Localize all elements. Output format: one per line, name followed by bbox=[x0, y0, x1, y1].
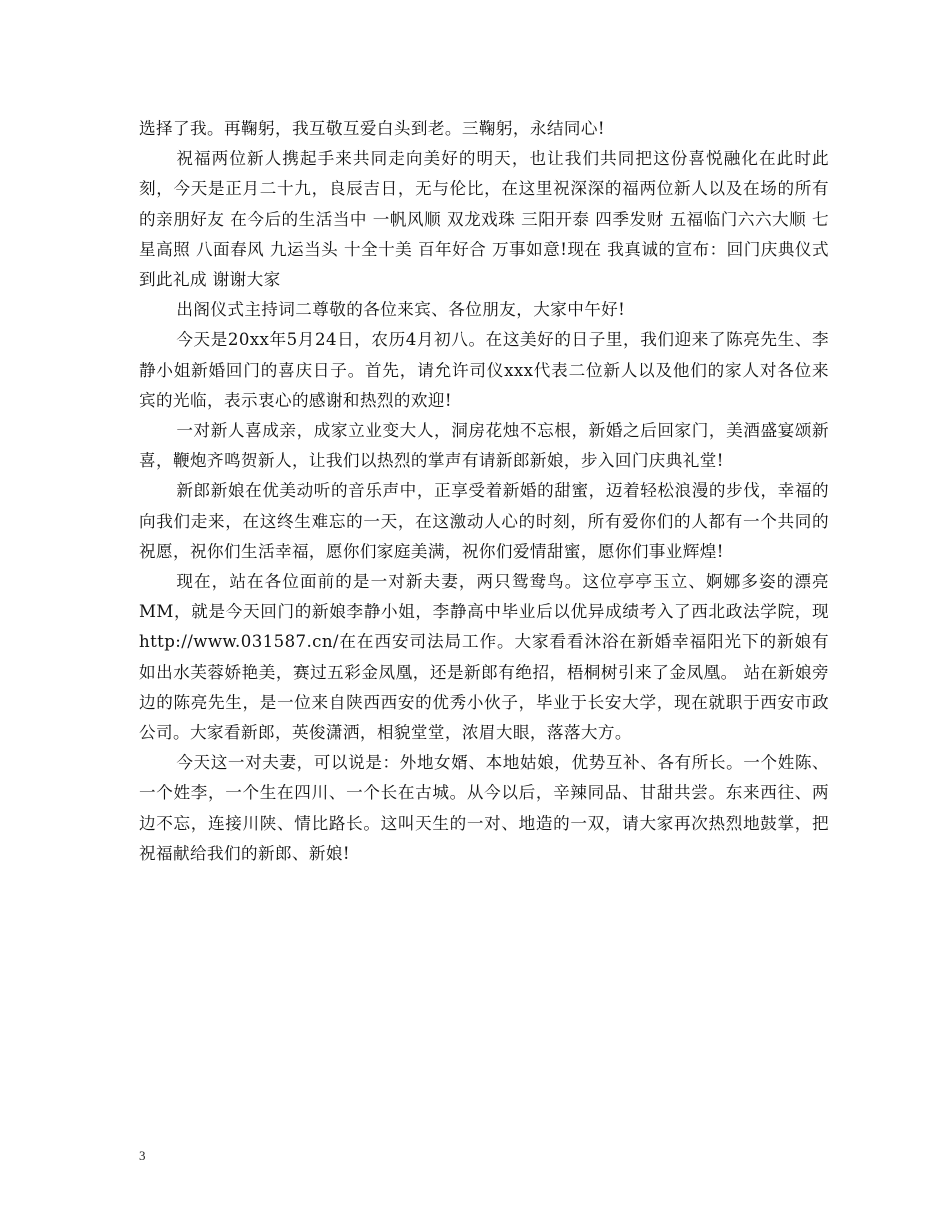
paragraph: 新郎新娘在优美动听的音乐声中，正享受着新婚的甜蜜，迈着轻松浪漫的步伐，幸福的向我们走来，在这终生难忘的一天，在这激动人心的时刻，所有爱你们的人都有一个共同的祝愿，祝你们生活幸福，愿你们家庭美满，祝你们爱情甜蜜，愿你们事业辉煌! bbox=[139, 481, 829, 561]
page-number: 3 bbox=[139, 1148, 146, 1163]
paragraph: 选择了我。再鞠躬，我互敬互爱白头到老。三鞠躬，永结同心! bbox=[139, 119, 605, 138]
paragraph: 现在，站在各位面前的是一对新夫妻，两只鸳鸯鸟。这位亭亭玉立、婀娜多姿的漂亮MM，就是今天回门的新娘李静小姐，李静高中毕业后以优异成绩考入了西北政法学院，现http://www.031587.cn/在在西安司法局工作。大家看看沐浴在新婚幸福阳光下的新娘有如出水芙蓉娇艳美，赛过五彩金凤凰，还是新郎有绝招，梧桐树引来了金凤凰。 站在新娘旁边的陈亮先生，是一位来自陕西西安的优秀小伙子，毕业于长安大学，现在就职于西安市政公司。大家看新郎，英俊潇洒，相貌堂堂，浓眉大眼，落落大方。 bbox=[139, 572, 829, 743]
document-body bbox=[139, 114, 829, 869]
paragraph: 出阁仪式主持词二尊敬的各位来宾、各位朋友，大家中午好! bbox=[176, 300, 626, 320]
paragraph: 一对新人喜成亲，成家立业变大人，洞房花烛不忘根，新婚之后回家门，美酒盛宴颂新喜，鞭炮齐鸣贺新人，让我们以热烈的掌声有请新郎新娘，步入回门庆典礼堂! bbox=[139, 421, 829, 471]
paragraph: 祝福两位新人携起手来共同走向美好的明天，也让我们共同把这份喜悦融化在此时此刻，今天是正月二十九，良辰吉日，无与伦比，在这里祝深深的福两位新人以及在场的所有的亲朋好友 在今后的生活当中 一帆风顺 双龙戏珠 三阳开泰 四季发财 五福临门六六大顺 七星高照 八面春风 九运当头 十全十美 百年好合 万事如意!现在 我真诚的宣布：回门庆典仪式 到此礼成 谢谢大家 bbox=[139, 149, 829, 290]
paragraph: 今天这一对夫妻，可以说是：外地女婿、本地姑娘，优势互补、各有所长。一个姓陈、一个姓李，一个生在四川、一个长在古城。从今以后，辛辣同品、甘甜共尝。东来西往、两边不忘，连接川陕、情比路长。这叫天生的一对、地造的一双，请大家再次热烈地鼓掌，把祝福献给我们的新郎、新娘! bbox=[139, 753, 829, 863]
paragraph: 今天是20xx年5月24日，农历4月初八。在这美好的日子里，我们迎来了陈亮先生、李静小姐新婚回门的喜庆日子。首先，请允许司仪xxx代表二位新人以及他们的家人对各位来宾的光临，表示衷心的感谢和热烈的欢迎! bbox=[139, 330, 829, 410]
